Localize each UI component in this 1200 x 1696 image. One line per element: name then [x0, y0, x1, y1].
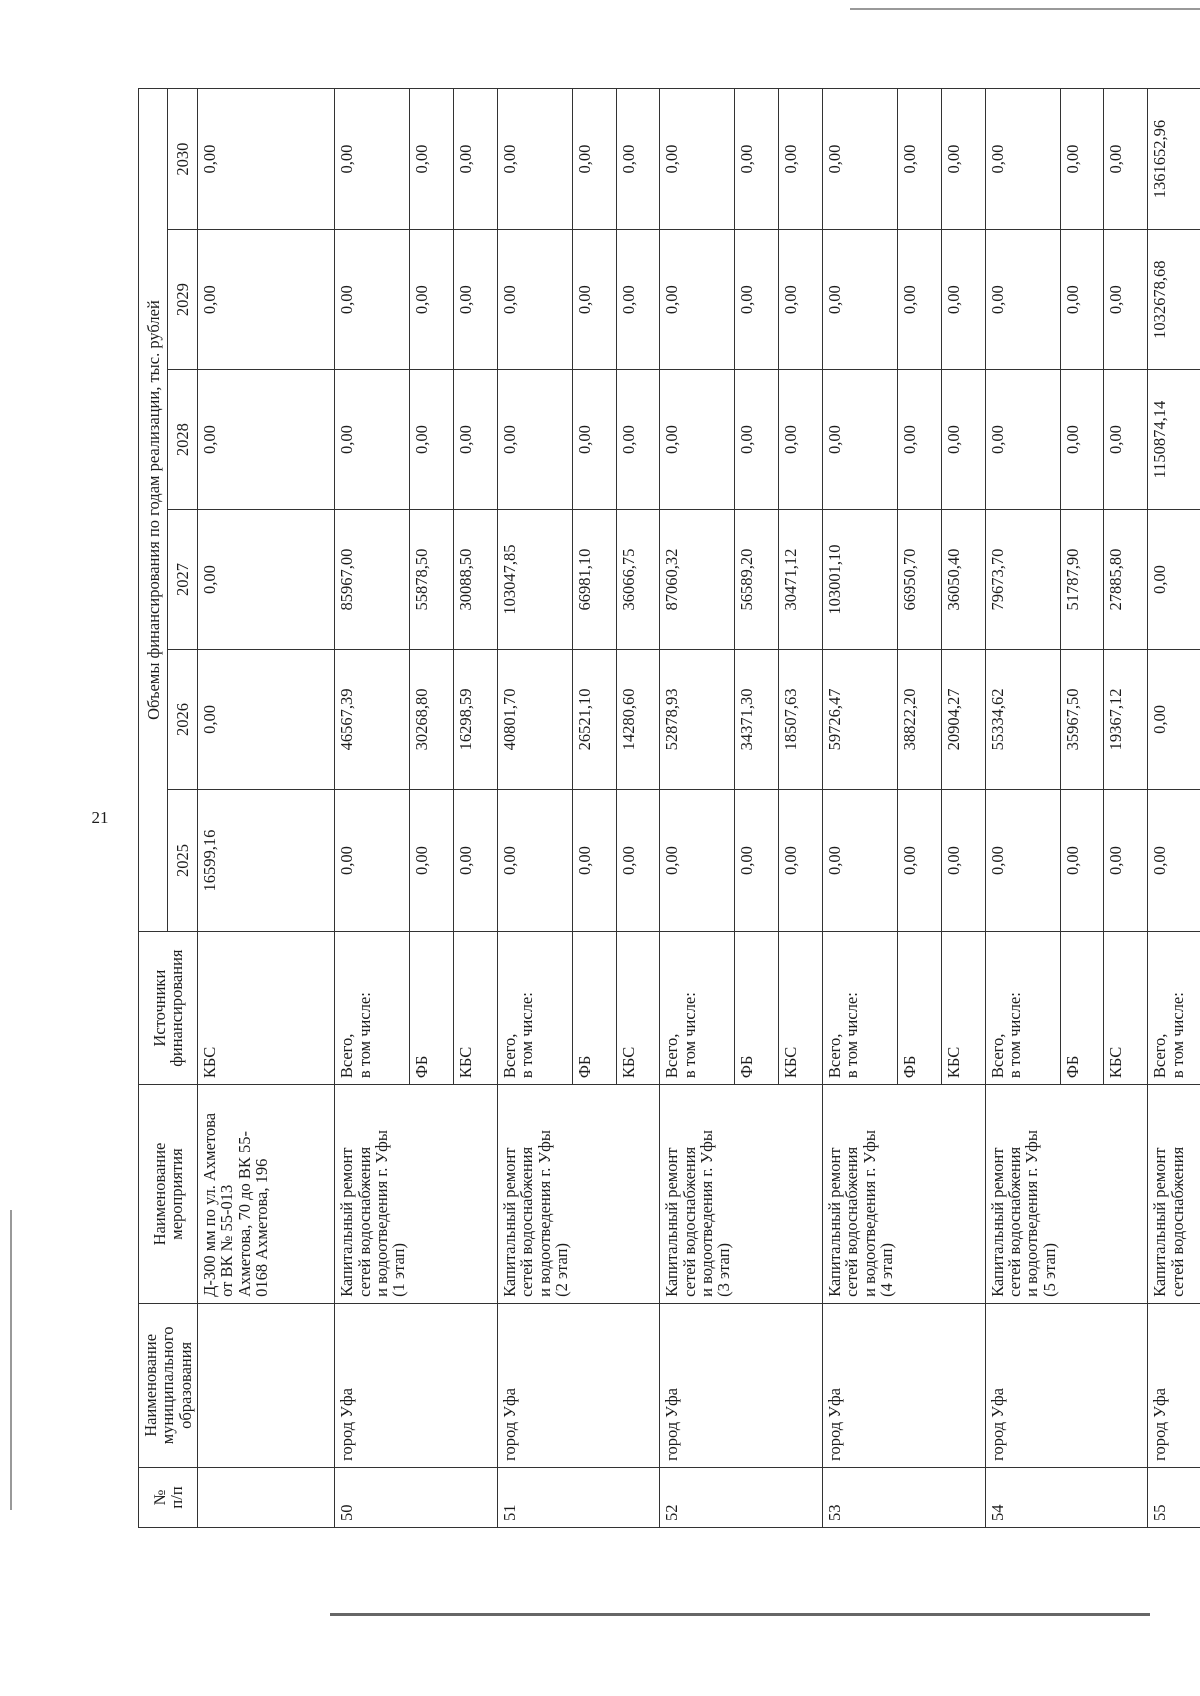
amount-cell: 0,00 — [1060, 370, 1104, 510]
amount-cell: 0,00 — [454, 230, 498, 370]
source-cell: Всего, в том числе: — [660, 932, 735, 1085]
header-year: 2026 — [168, 650, 197, 790]
source-cell: Всего, в том числе: — [823, 932, 898, 1085]
amount-cell: 0,00 — [410, 89, 454, 230]
row-number: 52 — [660, 1467, 823, 1527]
amount-cell: 0,00 — [941, 230, 985, 370]
source-cell: Всего, в том числе: — [335, 932, 410, 1085]
amount-cell: 0,00 — [779, 89, 823, 230]
table-row — [823, 89, 898, 1528]
table-header — [139, 89, 198, 1528]
row-number: 53 — [823, 1467, 986, 1527]
source-cell: ФБ — [1060, 932, 1104, 1085]
row-number — [197, 1467, 334, 1527]
municipality-cell: город Уфа — [1148, 1303, 1200, 1467]
amount-cell: 0,00 — [985, 789, 1060, 931]
amount-cell: 0,00 — [616, 89, 660, 230]
amount-cell: 0,00 — [1060, 89, 1104, 230]
amount-cell: 0,00 — [898, 230, 942, 370]
amount-cell: 0,00 — [779, 230, 823, 370]
scan-edge-bottom — [330, 1613, 1150, 1616]
amount-cell: 1150874,14 — [1148, 370, 1200, 510]
amount-cell: 0,00 — [1060, 789, 1104, 931]
amount-cell: 40801,70 — [497, 650, 572, 790]
table-row — [197, 89, 334, 1528]
amount-cell: 0,00 — [1104, 89, 1148, 230]
header-year: 2028 — [168, 370, 197, 510]
amount-cell: 27885,80 — [1104, 510, 1148, 650]
amount-cell: 0,00 — [823, 89, 898, 230]
amount-cell: 35967,50 — [1060, 650, 1104, 790]
source-cell: Всего, в том числе: — [1148, 932, 1200, 1085]
amount-cell: 0,00 — [823, 230, 898, 370]
amount-cell: 14280,60 — [616, 650, 660, 790]
amount-cell: 0,00 — [335, 230, 410, 370]
rotated-page — [138, 88, 1200, 1528]
amount-cell: 0,00 — [941, 370, 985, 510]
amount-cell: 0,00 — [660, 370, 735, 510]
source-cell: ФБ — [572, 932, 616, 1085]
amount-cell: 55334,62 — [985, 650, 1060, 790]
amount-cell: 20904,27 — [941, 650, 985, 790]
amount-cell: 0,00 — [1060, 230, 1104, 370]
amount-cell: 0,00 — [1104, 789, 1148, 931]
amount-cell: 0,00 — [985, 230, 1060, 370]
amount-cell: 0,00 — [572, 370, 616, 510]
table-row — [660, 89, 735, 1528]
table-body — [197, 89, 1200, 1528]
amount-cell: 0,00 — [1148, 650, 1200, 790]
table-row — [335, 89, 410, 1528]
event-name-cell: Капитальный ремонт сетей водоснабжения — [1148, 1085, 1200, 1304]
amount-cell: 0,00 — [735, 370, 779, 510]
amount-cell: 0,00 — [898, 89, 942, 230]
amount-cell: 0,00 — [197, 230, 334, 370]
amount-cell: 0,00 — [197, 650, 334, 790]
amount-cell: 0,00 — [335, 789, 410, 931]
amount-cell: 0,00 — [985, 89, 1060, 230]
amount-cell: 51787,90 — [1060, 510, 1104, 650]
scan-edge-left — [10, 1210, 12, 1510]
amount-cell: 0,00 — [572, 89, 616, 230]
amount-cell: 85967,00 — [335, 510, 410, 650]
amount-cell: 0,00 — [779, 789, 823, 931]
amount-cell: 56589,20 — [735, 510, 779, 650]
header-source: Источники финансирования — [139, 932, 198, 1085]
amount-cell: 38822,20 — [898, 650, 942, 790]
amount-cell: 30471,12 — [779, 510, 823, 650]
amount-cell: 0,00 — [497, 89, 572, 230]
amount-cell: 0,00 — [497, 789, 572, 931]
amount-cell: 0,00 — [616, 789, 660, 931]
amount-cell: 46567,39 — [335, 650, 410, 790]
amount-cell: 1032678,68 — [1148, 230, 1200, 370]
amount-cell: 0,00 — [779, 370, 823, 510]
amount-cell: 55878,50 — [410, 510, 454, 650]
amount-cell: 103001,10 — [823, 510, 898, 650]
source-cell: КБС — [1104, 932, 1148, 1085]
event-name-cell: Капитальный ремонт сетей водоснабжения и водоотведения г. Уфы (1 этап) — [335, 1085, 498, 1304]
amount-cell: 0,00 — [823, 370, 898, 510]
row-number: 54 — [985, 1467, 1148, 1527]
source-cell: КБС — [616, 932, 660, 1085]
amount-cell: 1361652,96 — [1148, 89, 1200, 230]
amount-cell: 0,00 — [572, 789, 616, 931]
amount-cell: 36066,75 — [616, 510, 660, 650]
row-number: 51 — [497, 1467, 660, 1527]
header-municipality: Наименование муниципального образования — [139, 1303, 198, 1467]
amount-cell: 0,00 — [572, 230, 616, 370]
scan-edge-top — [850, 8, 1200, 10]
amount-cell: 30268,80 — [410, 650, 454, 790]
source-cell: ФБ — [898, 932, 942, 1085]
amount-cell: 66981,10 — [572, 510, 616, 650]
source-cell: Всего, в том числе: — [985, 932, 1060, 1085]
amount-cell: 0,00 — [1148, 789, 1200, 931]
amount-cell: 0,00 — [1104, 370, 1148, 510]
event-name-cell: Капитальный ремонт сетей водоснабжения и водоотведения г. Уфы (4 этап) — [823, 1085, 986, 1304]
header-event: Наименование мероприятия — [139, 1085, 198, 1304]
amount-cell: 0,00 — [616, 370, 660, 510]
amount-cell: 0,00 — [335, 89, 410, 230]
header-year: 2027 — [168, 510, 197, 650]
event-name-cell: Д-300 мм по ул. Ахметова от ВК № 55-013 Ахметова, 70 до ВК 55- 0168 Ахметова, 196 — [197, 1085, 334, 1304]
amount-cell: 79673,70 — [985, 510, 1060, 650]
amount-cell: 36050,40 — [941, 510, 985, 650]
amount-cell: 0,00 — [941, 789, 985, 931]
amount-cell: 0,00 — [197, 89, 334, 230]
event-name-cell: Капитальный ремонт сетей водоснабжения и водоотведения г. Уфы (3 этап) — [660, 1085, 823, 1304]
municipality-cell — [197, 1303, 334, 1467]
amount-cell: 0,00 — [454, 789, 498, 931]
amount-cell: 0,00 — [335, 370, 410, 510]
municipality-cell: город Уфа — [660, 1303, 823, 1467]
amount-cell: 66950,70 — [898, 510, 942, 650]
source-cell: КБС — [454, 932, 498, 1085]
amount-cell: 0,00 — [660, 89, 735, 230]
header-num: № п/п — [139, 1467, 198, 1527]
event-name-cell: Капитальный ремонт сетей водоснабжения и водоотведения г. Уфы (5 этап) — [985, 1085, 1148, 1304]
amount-cell: 0,00 — [735, 89, 779, 230]
amount-cell: 52878,93 — [660, 650, 735, 790]
amount-cell: 0,00 — [410, 370, 454, 510]
amount-cell: 0,00 — [898, 370, 942, 510]
amount-cell: 0,00 — [454, 370, 498, 510]
municipality-cell: город Уфа — [497, 1303, 660, 1467]
amount-cell: 0,00 — [410, 230, 454, 370]
amount-cell: 0,00 — [197, 510, 334, 650]
amount-cell: 0,00 — [454, 89, 498, 230]
header-year: 2025 — [168, 789, 197, 931]
amount-cell: 34371,30 — [735, 650, 779, 790]
amount-cell: 0,00 — [1104, 230, 1148, 370]
amount-cell: 18507,63 — [779, 650, 823, 790]
amount-cell: 16599,16 — [197, 789, 334, 931]
municipality-cell: город Уфа — [985, 1303, 1148, 1467]
amount-cell: 0,00 — [616, 230, 660, 370]
table-row — [497, 89, 572, 1528]
amount-cell: 0,00 — [197, 370, 334, 510]
amount-cell: 0,00 — [497, 370, 572, 510]
municipality-cell: город Уфа — [823, 1303, 986, 1467]
amount-cell: 87060,32 — [660, 510, 735, 650]
source-cell: КБС — [197, 932, 334, 1085]
amount-cell: 0,00 — [410, 789, 454, 931]
amount-cell: 0,00 — [985, 370, 1060, 510]
municipality-cell: город Уфа — [335, 1303, 498, 1467]
amount-cell: 0,00 — [497, 230, 572, 370]
source-cell: Всего, в том числе: — [497, 932, 572, 1085]
amount-cell: 0,00 — [941, 89, 985, 230]
amount-cell: 19367,12 — [1104, 650, 1148, 790]
header-funding: Объемы финансирования по годам реализации, тыс. рублей — [139, 89, 168, 932]
header-year: 2030 — [168, 89, 197, 230]
row-number: 50 — [335, 1467, 498, 1527]
source-cell: КБС — [779, 932, 823, 1085]
header-year: 2029 — [168, 230, 197, 370]
page-number: 21 — [91, 808, 109, 827]
amount-cell: 0,00 — [735, 789, 779, 931]
source-cell: ФБ — [410, 932, 454, 1085]
amount-cell: 0,00 — [735, 230, 779, 370]
financing-table — [138, 88, 1200, 1528]
source-cell: КБС — [941, 932, 985, 1085]
amount-cell: 59726,47 — [823, 650, 898, 790]
amount-cell: 0,00 — [823, 789, 898, 931]
amount-cell: 0,00 — [1148, 510, 1200, 650]
amount-cell: 103047,85 — [497, 510, 572, 650]
source-cell: ФБ — [735, 932, 779, 1085]
amount-cell: 0,00 — [898, 789, 942, 931]
amount-cell: 26521,10 — [572, 650, 616, 790]
amount-cell: 16298,59 — [454, 650, 498, 790]
row-number: 55 — [1148, 1467, 1200, 1527]
amount-cell: 0,00 — [660, 230, 735, 370]
table-row — [985, 89, 1060, 1528]
amount-cell: 0,00 — [660, 789, 735, 931]
amount-cell: 30088,50 — [454, 510, 498, 650]
event-name-cell: Капитальный ремонт сетей водоснабжения и водоотведения г. Уфы (2 этап) — [497, 1085, 660, 1304]
table-row — [1148, 89, 1200, 1528]
